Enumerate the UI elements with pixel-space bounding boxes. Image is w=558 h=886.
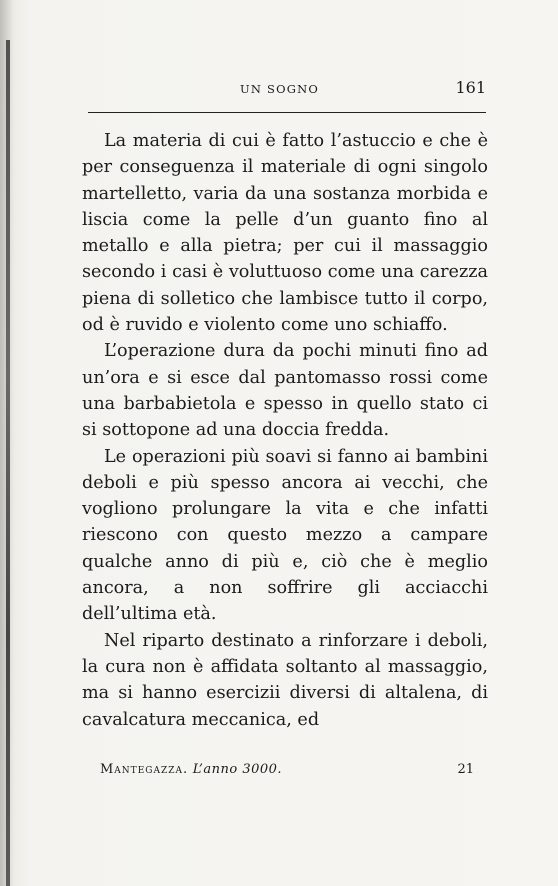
page-footer [100,762,486,782]
printer-signature [100,762,282,777]
sheet-number: 21 [457,762,474,777]
binding-edge [6,40,10,886]
paragraph-4: Nel riparto destinato a rinforzare i deboli, la cura non è affidata soltanto al massaggio, ma si hanno esercizii diversi di altalena, di cavalcatura meccanica, ed [82,630,488,730]
page-number: 161 [455,78,486,97]
signature-author: Mantegazza. [100,762,189,777]
signature-work: L’anno 3000. [192,762,283,777]
paragraph-1: La materia di cui è fatto l’astuccio e che è per conseguenza il materiale di ogni singolo martelletto, varia da una sostanza morbida e liscia come la pelle d’un guanto fino al metallo e alla pietra; per cui il massaggio secondo i casi è voluttuoso come una carezza piena di solletico che lambisce tutto il corpo, od è ruvido e violento come uno schiaffo. [82,131,488,336]
paragraph-3: Le operazioni più soavi si fanno ai bambini deboli e più spesso ancora ai vecchi, che vogliono prolungare la vita e che infatti riescono con questo mezzo a campare qualche anno di più e, ciò che è meglio ancora, a non soffrire gli acciacchi dell’ultima età. [82,446,488,625]
paragraph-2: L’operazione dura da pochi minuti fino ad un’ora e si esce dal pantomasso rossi come una barbabietola e spesso in quello stato ci si sottopone ad una doccia fredda. [82,341,488,441]
page-header [88,78,486,102]
running-title: UN SOGNO [240,82,319,96]
body-text [82,128,488,733]
header-rule [88,112,486,113]
